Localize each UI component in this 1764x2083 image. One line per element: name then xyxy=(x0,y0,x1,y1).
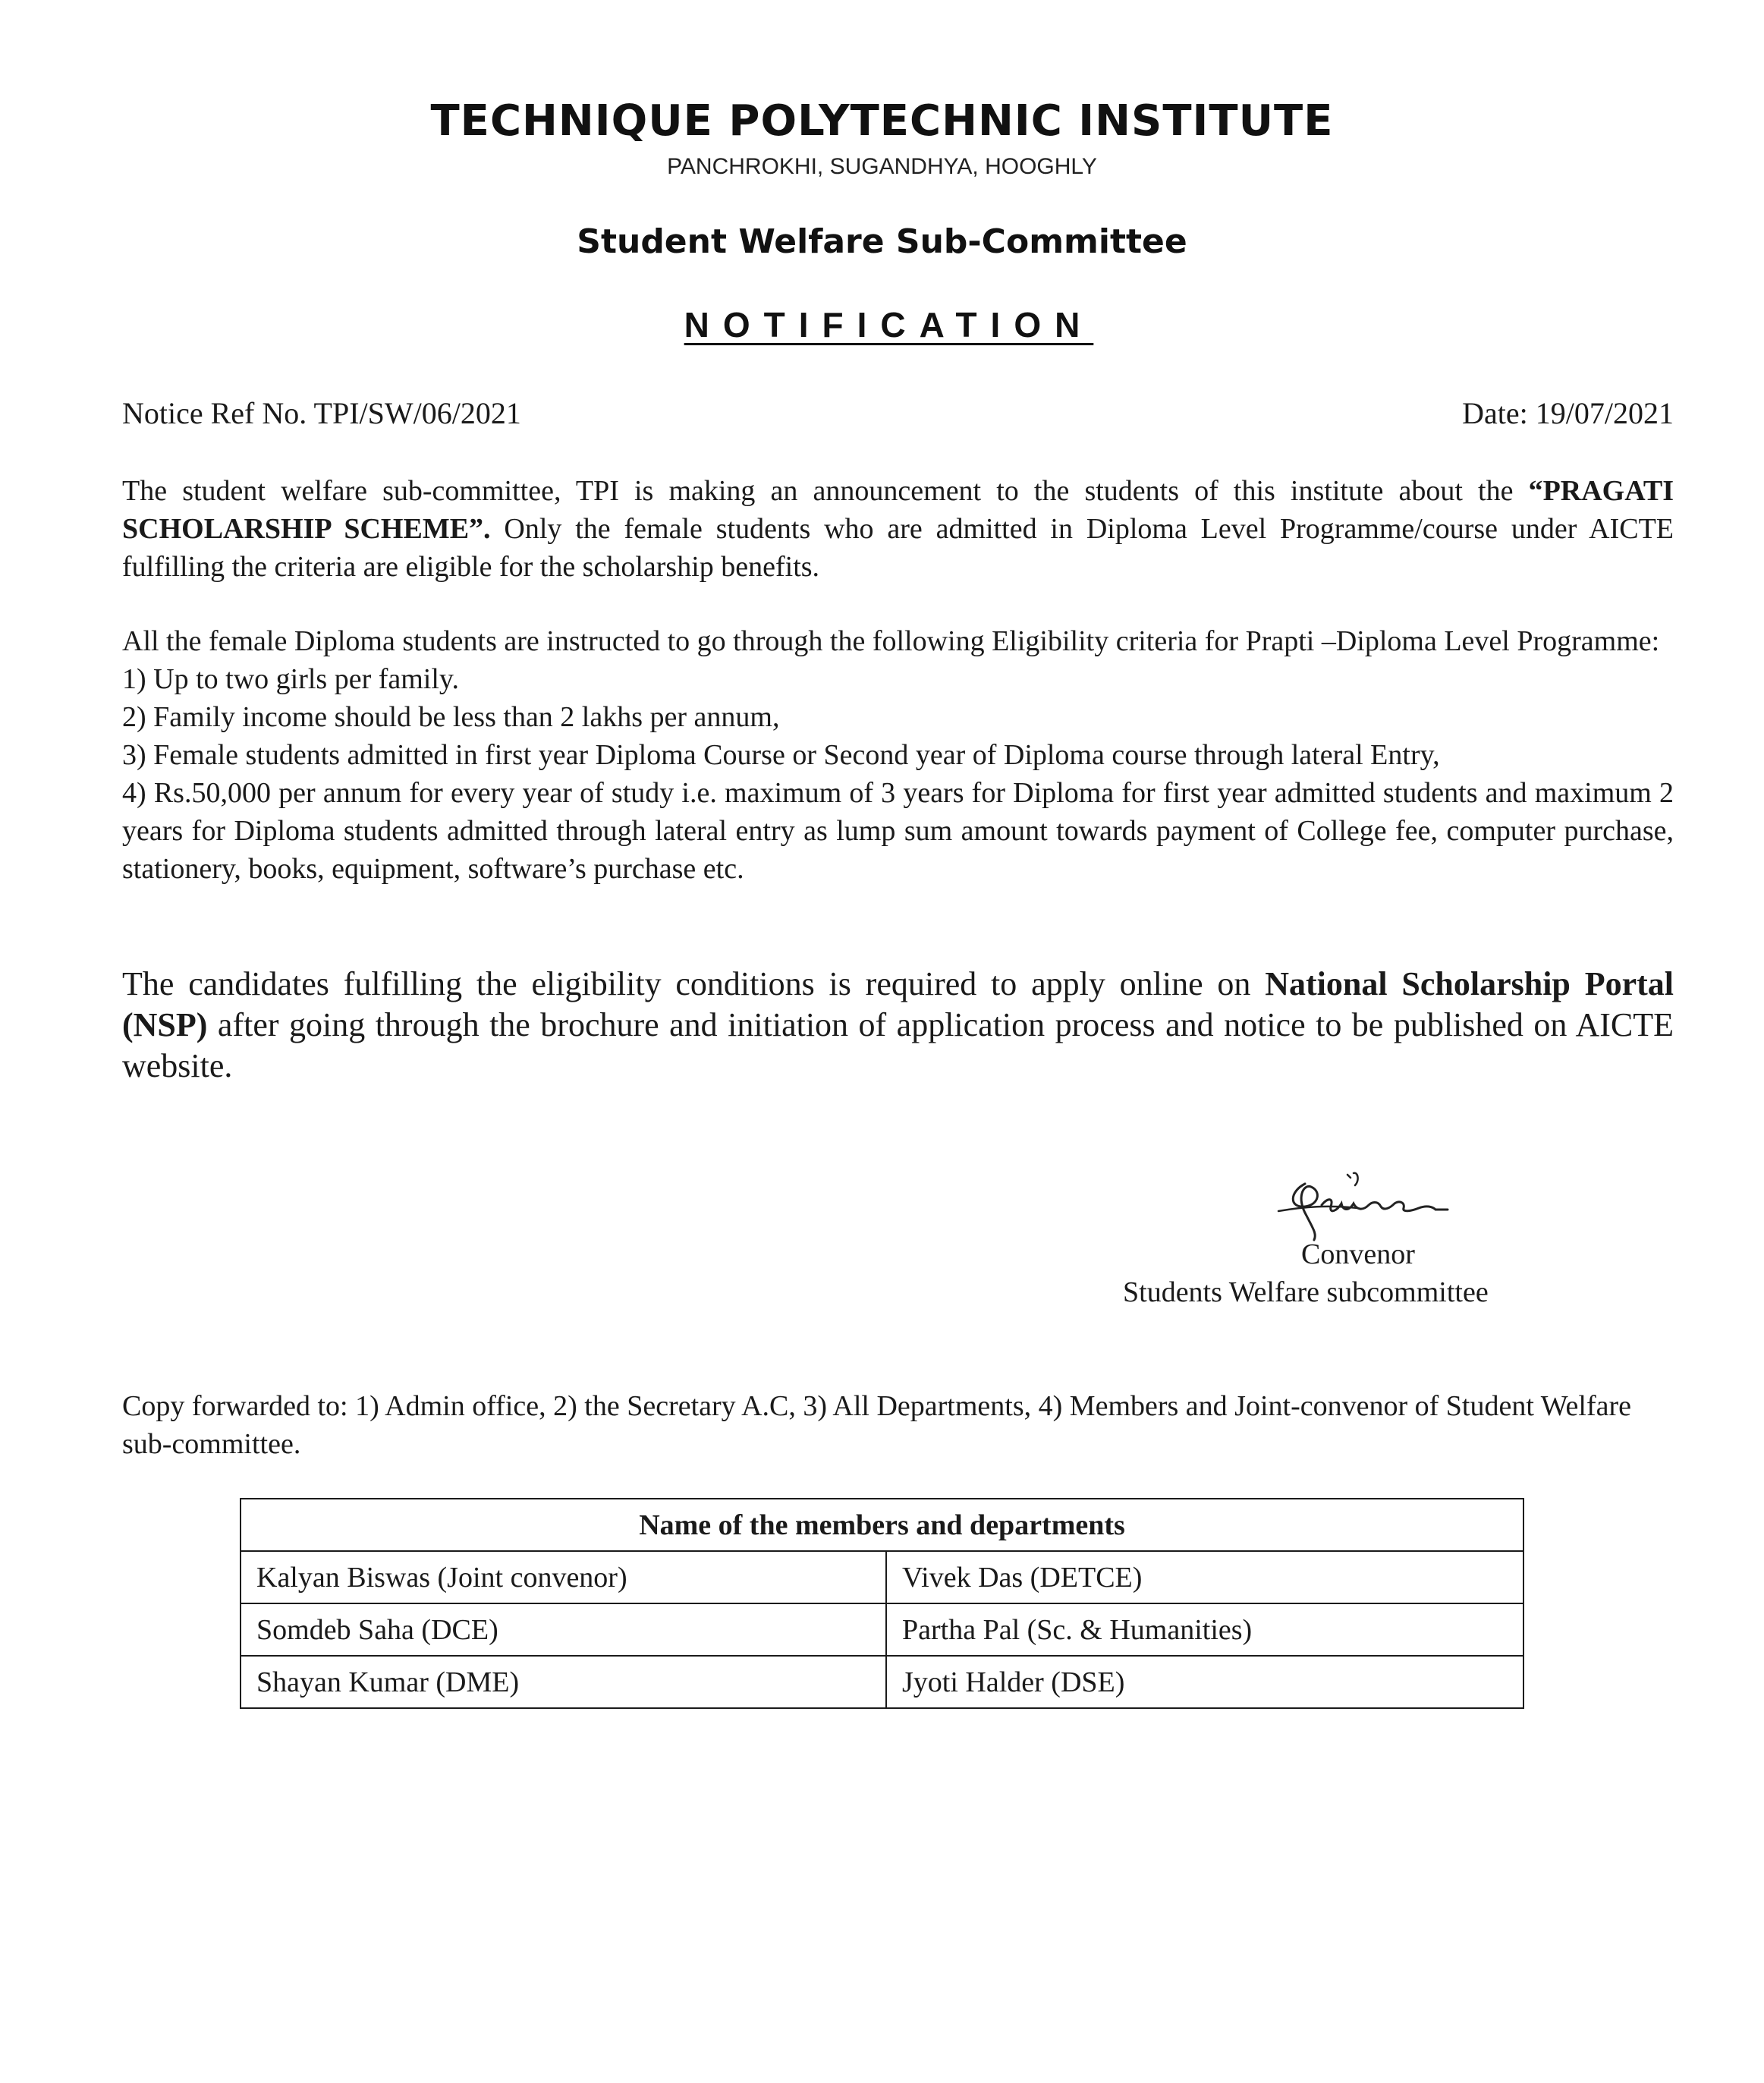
member-cell: Jyoti Halder (DSE) xyxy=(886,1656,1523,1708)
notification-title xyxy=(0,304,1764,355)
eligibility-section xyxy=(122,622,1674,888)
copy-forwarded: Copy forwarded to: 1) Admin office, 2) the Secretary A.C, 3) All Departments, 4) Members and Joint-convenor of Student Welfare sub-committee. xyxy=(122,1390,1631,1460)
notice-date: Date: 19/07/2021 xyxy=(1462,396,1674,430)
signature-block xyxy=(1123,1235,1578,1311)
table-header: Name of the members and departments xyxy=(241,1499,1523,1551)
application-text-a: The candidates fulfilling the eligibility conditions is required to apply online on xyxy=(122,965,1266,1002)
eligibility-item: 1) Up to two girls per family. xyxy=(122,663,459,695)
member-cell: Somdeb Saha (DCE) xyxy=(241,1603,886,1656)
application-paragraph xyxy=(122,964,1674,1087)
application-text-b: after going through the brochure and initiation of application process and notice to be published on AICTE website. xyxy=(122,1006,1674,1084)
convenor-signature xyxy=(1275,1161,1464,1244)
eligibility-item: 4) Rs.50,000 per annum for every year of study i.e. maximum of 3 years for Diploma for first year admitted students and maximum 2 years for Diploma students admitted through lateral entry as lump sum amount towards payment of College fee, computer purchase, stationery, books, equipment, software’s purchase etc. xyxy=(122,777,1674,885)
announcement-text-a: The student welfare sub-committee, TPI is making an announcement to the students of this institute about the xyxy=(122,475,1529,507)
table-header-row xyxy=(241,1499,1523,1551)
institute-name: TECHNIQUE POLYTECHNIC INSTITUTE xyxy=(430,96,1334,146)
member-cell: Partha Pal (Sc. & Humanities) xyxy=(886,1603,1523,1656)
eligibility-item: 2) Family income should be less than 2 lakhs per annum, xyxy=(122,701,780,733)
eligibility-item: 3) Female students admitted in first year Diploma Course or Second year of Diploma course through lateral Entry, xyxy=(122,739,1440,771)
member-cell: Kalyan Biswas (Joint convenor) xyxy=(241,1551,886,1603)
member-cell: Vivek Das (DETCE) xyxy=(886,1551,1523,1603)
announcement-text-b: Only the female students who are admitted in Diploma Level Programme/course under AICTE fulfilling the criteria are eligible for the scholarship benefits. xyxy=(122,513,1674,583)
table-row xyxy=(241,1656,1523,1708)
institute-address: PANCHROKHI, SUGANDHYA, HOOGHLY xyxy=(667,154,1097,179)
eligibility-intro: All the female Diploma students are instructed to go through the following Eligibility criteria for Prapti –Diploma Level Programme: xyxy=(122,625,1660,657)
member-cell: Shayan Kumar (DME) xyxy=(241,1656,886,1708)
announcement-paragraph xyxy=(122,472,1674,586)
table-row xyxy=(241,1551,1523,1603)
signatory-designation: Convenor xyxy=(1301,1238,1415,1270)
notice-reference: Notice Ref No. TPI/SW/06/2021 xyxy=(122,396,521,430)
table-row xyxy=(241,1603,1523,1656)
scheme-name: “PRAGATI SCHOLARSHIP SCHEME”. xyxy=(122,475,1674,545)
signatory-committee: Students Welfare subcommittee xyxy=(1123,1276,1489,1308)
portal-name: National Scholarship Portal (NSP) xyxy=(122,965,1674,1043)
committee-heading: Student Welfare Sub-Committee xyxy=(577,222,1187,261)
notification-title-text: NOTIFICATION xyxy=(684,305,1094,345)
members-table xyxy=(240,1498,1524,1709)
reference-row xyxy=(122,395,1674,433)
